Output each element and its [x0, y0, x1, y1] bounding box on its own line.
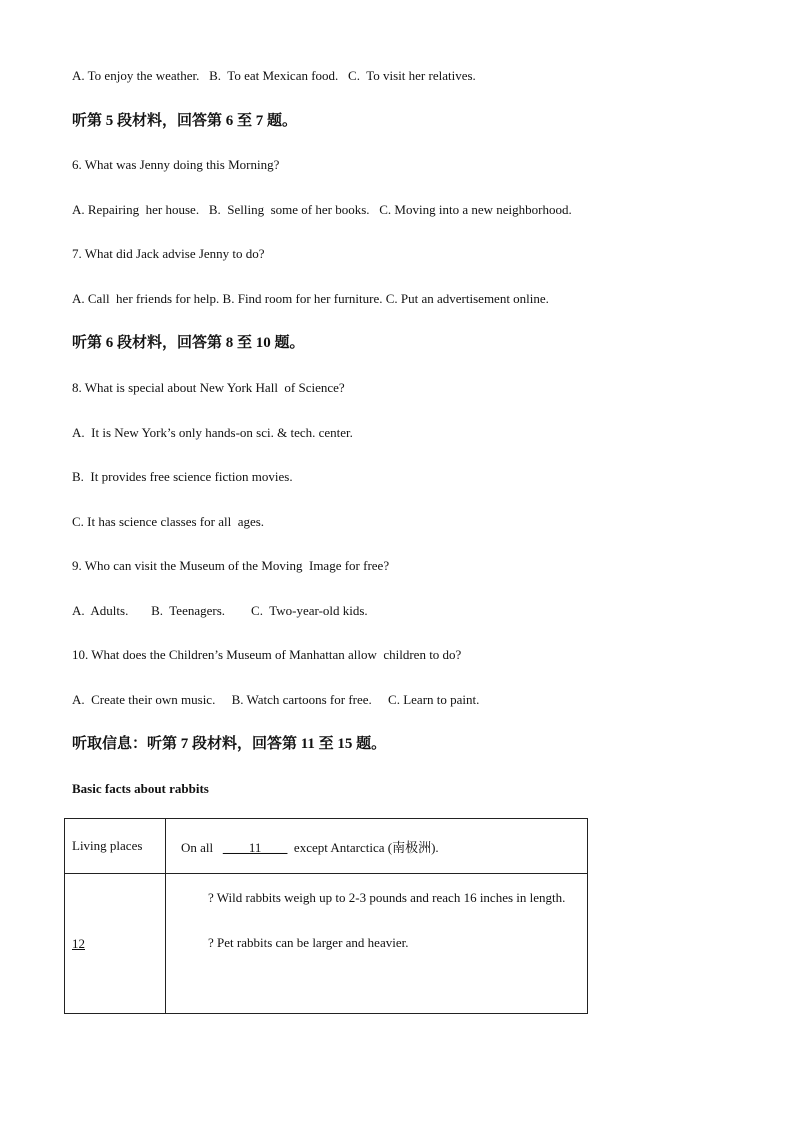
question-9: 9. Who can visit the Museum of the Moving Image for free? — [72, 558, 390, 573]
living-places-value — [166, 819, 588, 874]
question-8-option-b: B. It provides free science fiction movies. — [72, 469, 293, 484]
answer-blank-12: 12 — [72, 935, 85, 951]
living-places-prefix: On all — [181, 839, 223, 855]
section-5-heading: 听第 5 段材料，回答第 6 至 7 题。 — [72, 113, 298, 129]
section-7-heading: 听取信息：听第 7 段材料，回答第 11 至 15 题。 — [72, 736, 387, 752]
question-6-options: A. Repairing her house. B. Selling some of her books. C. Moving into a new neighborhood. — [72, 202, 572, 217]
bullet-pet-rabbits: ? Pet rabbits can be larger and heavier. — [208, 935, 409, 950]
table-row — [65, 819, 588, 874]
section-6-heading: 听第 6 段材料，回答第 8 至 10 题。 — [72, 335, 305, 351]
bullet-wild-rabbits: ? Wild rabbits weigh up to 2-3 pounds and reach 16 inches in length. — [208, 890, 566, 905]
question-10: 10. What does the Children’s Museum of Manhattan allow children to do? — [72, 647, 462, 662]
question-8: 8. What is special about New York Hall of Science? — [72, 380, 345, 395]
question-9-options: A. Adults. B. Teenagers. C. Two-year-old kids. — [72, 603, 368, 618]
question-6: 6. What was Jenny doing this Morning? — [72, 157, 280, 172]
answer-blank-11: ____11____ — [222, 839, 288, 855]
living-places-suffix: except Antarctica (南极洲). — [287, 839, 439, 855]
living-places-label: Living places — [65, 819, 166, 874]
blank-12-label — [65, 874, 166, 1014]
question-8-option-c: C. It has science classes for all ages. — [72, 514, 265, 529]
question-7: 7. What did Jack advise Jenny to do? — [72, 246, 265, 261]
question-7-options: A. Call her friends for help. B. Find room for her furniture. C. Put an advertisement online. — [72, 291, 549, 306]
question-8-option-a: A. It is New York’s only hands-on sci. & tech. center. — [72, 425, 353, 440]
q5-options: A. To enjoy the weather. B. To eat Mexican food. C. To visit her relatives. — [72, 68, 476, 83]
question-10-options: A. Create their own music. B. Watch cartoons for free. C. Learn to paint. — [72, 692, 480, 707]
rabbit-facts-table — [64, 818, 588, 1014]
table-row — [65, 874, 588, 1014]
size-facts — [166, 874, 588, 1014]
table-title: Basic facts about rabbits — [72, 781, 209, 796]
